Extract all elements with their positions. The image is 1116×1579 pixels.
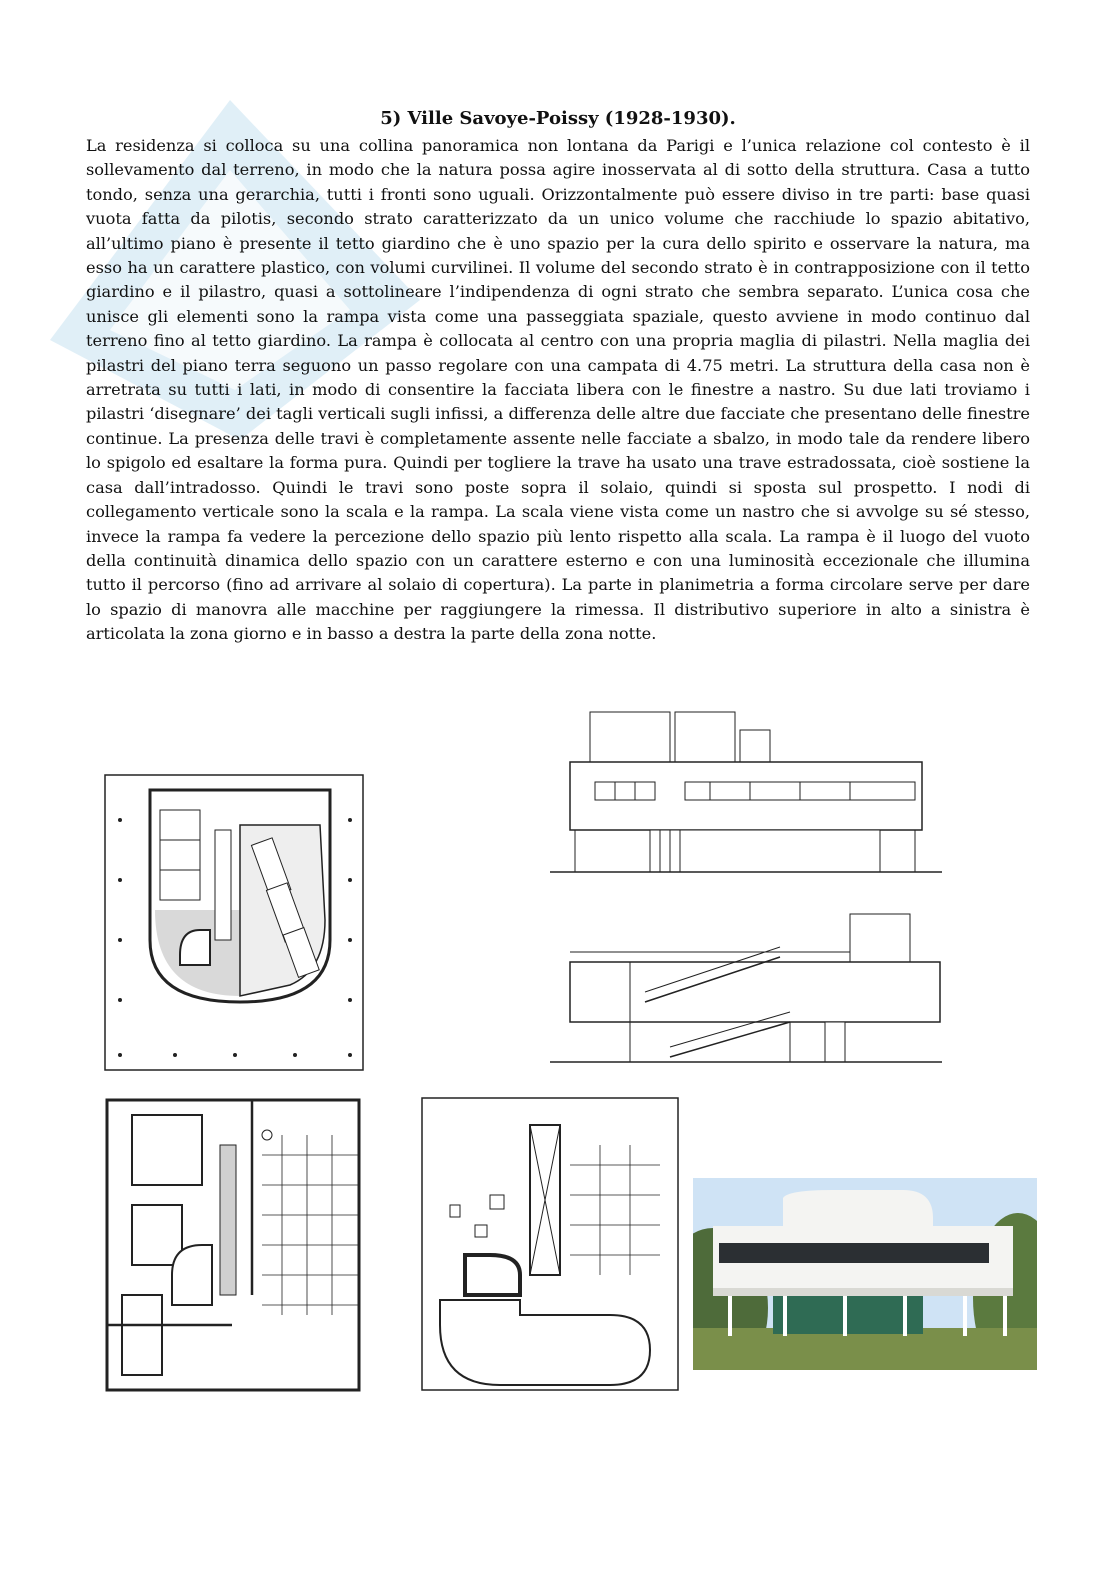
first-floor-plan xyxy=(102,1095,364,1395)
roof-garden-plan xyxy=(420,1095,682,1395)
villa-photo xyxy=(693,1178,1037,1370)
section-heading: 5) Ville Savoye-Poissy (1928-1930). xyxy=(380,108,736,129)
body-paragraph: La residenza si colloca su una collina panoramica non lontana da Parigi e l’unica relazione col contesto è il sollevamento dal terreno, in modo che la natura possa agire inosservata al di sotto della struttura. Casa a tutto tondo, senza una gerarchia, tutti i fronti sono uguali. Orizzontalmente può essere diviso in tre parti: base quasi vuota fatta da pilotis, secondo strato caratterizzato da un unico volume che racchiude lo spazio abitativo, all’ultimo piano è presente il tetto giardino che è uno spazio per la cura dello spirito e osservare la natura, ma esso ha un carattere plastico, con volumi curvilinei. Il volume del secondo strato è in contrapposizione con il tetto giardino e il pilastro, quasi a sottolineare l’indipendenza di ogni strato che sembra separato. L’unica cosa che unisce gli elementi sono la rampa vista come una passeggiata spaziale, questo avviene in modo continuo dal terreno fino al tetto giardino. La rampa è collocata al centro con una propria maglia di pilastri. Nella maglia dei pilastri del piano terra seguono un passo regolare con una campata di 4.75 metri. La struttura della casa non è arretrata su tutti i lati, in modo di consentire la facciata libera con le finestre a nastro. Su due lati troviamo i pilastri ‘disegnare’ dei tagli verticali sugli infissi, a differenza delle altre due facciate che presentano delle finestre continue. La presenza delle travi è completamente assente nelle facciate a sbalzo, in modo tale da rendere libero lo spigolo ed esaltare la forma pura. Quindi per togliere la trave ha usato una trave estradossata, cioè sostiene la casa dall’intradosso. Quindi le travi sono poste sopra il solaio, quindi si sposta sul prospetto. I nodi di collegamento verticale sono la scala e la rampa. La scala viene vista come un nastro che si avvolge su sé stesso, invece la rampa fa vedere la percezione dello spazio più lento rispetto alla scala. La rampa è il luogo del vuoto della continuità dinamica dello spazio con un carattere esterno e con una luminosità eccezionale che illumina tutto il percorso (fino ad arrivare al solaio di copertura). La parte in planimetria a forma circolare serve per dare lo spazio di manovra alle macchine per raggiungere la rimessa. Il distributivo superiore in alto a sinistra è articolata la zona giorno e in basso a destra la parte della zona notte. xyxy=(86,136,1030,644)
ground-floor-plan xyxy=(100,770,368,1075)
front-elevation xyxy=(550,710,942,875)
building-section xyxy=(550,912,942,1067)
